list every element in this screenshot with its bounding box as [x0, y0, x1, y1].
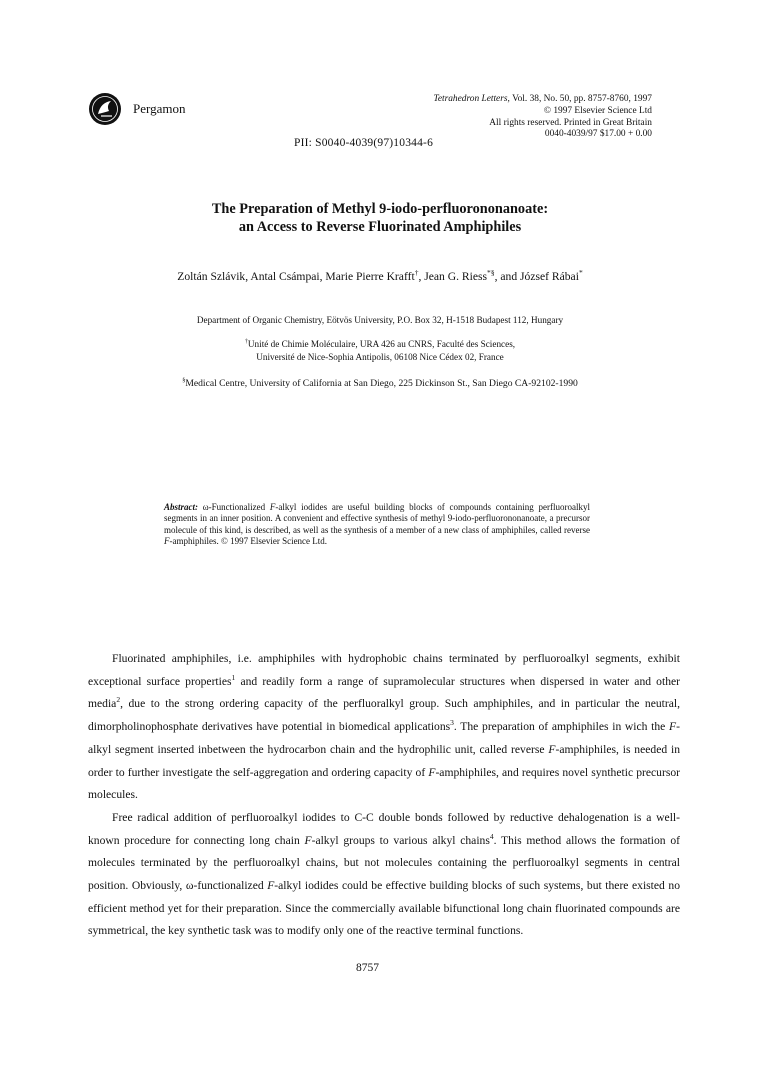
author-group-2: , Jean G. Riess	[418, 270, 488, 283]
author-list	[100, 270, 660, 283]
p2-text-c: . This method allows the formation of molecules terminated by the perfluoroalkyl chains, but not molecules containing the perfluoroalkyl segments in central position. Obviously, ω-functionalized	[88, 833, 680, 893]
affiliation-2-text-1: Unité de Chimie Moléculaire, URA 426 au CNRS, Faculté des Sciences,	[247, 339, 516, 349]
affiliation-2-line-1	[120, 338, 640, 351]
abstract-text-1: ω-Functionalized	[198, 502, 270, 512]
p1-text-e: -alkyl segment inserted inbetween the hydrocarbon chain and the hydrophilic unit, called reverse	[88, 720, 680, 756]
author-mark-2: *§	[487, 268, 495, 278]
p2-text-d: -alkyl iodides could be effective building blocks of such systems, but there existed no efficient method yet for their preparation. Since the commercially available bifunctional long chain fluorinated compounds are symmetrical, the key synthetic task was to modify only one of the reactive terminal functions.	[88, 879, 681, 938]
journal-citation-line	[322, 94, 652, 106]
abstract-italic-f-2: F	[164, 535, 170, 546]
rights-line: All rights reserved. Printed in Great Britain	[489, 117, 652, 128]
ref-2: 2	[116, 695, 121, 705]
p1-italic-f-1: F	[669, 720, 677, 734]
affiliation-1: Department of Organic Chemistry, Eötvös University, P.O. Box 32, H-1518 Budapest 112, Hungary	[196, 315, 564, 325]
page-number: 8757	[356, 962, 379, 974]
author-mark-1: †	[414, 268, 419, 278]
affiliation-3	[120, 377, 640, 390]
abstract-text-3: -amphiphiles. © 1997 Elsevier Science Ltd.	[169, 535, 328, 546]
publisher-name: Pergamon	[133, 101, 186, 116]
paper-title	[120, 200, 640, 236]
p2-italic-f-1: F	[304, 833, 312, 847]
affiliation-2	[120, 338, 640, 364]
paragraph-2	[88, 807, 680, 943]
publisher-logo-icon	[88, 92, 122, 126]
p1-text-d: . The preparation of amphiphiles in wich the	[453, 720, 670, 734]
p1-text-a: Fluorinated amphiphiles, i.e. amphiphiles with hydrophobic chains terminated by perfluoroalkyl segments, exhibit exceptional surface properties	[88, 652, 680, 688]
p1-italic-f-3: F	[428, 765, 436, 779]
copyright-line: © 1997 Elsevier Science Ltd	[543, 105, 652, 116]
issn-price-line: 0040-4039/97 $17.00 + 0.00	[544, 129, 652, 140]
journal-info	[322, 94, 652, 141]
title-line-1: The Preparation of Methyl 9-iodo-perfluorononanoate:	[211, 201, 549, 217]
abstract-italic-f-1: F	[269, 502, 276, 512]
p1-text-c: , due to the strong ordering capacity of the perfluoralkyl group. Such amphiphiles, and in particular the neutral, dimorpholinophosphate derivatives have potential in biomedical applications	[88, 697, 680, 734]
author-mark-3: *	[578, 268, 583, 278]
abstract-label: Abstract:	[164, 502, 199, 512]
p1-italic-f-2: F	[548, 742, 556, 756]
ref-3: 3	[450, 718, 454, 728]
pii-identifier: PII: S0040-4039(97)10344-6	[294, 137, 434, 149]
p1-text-g: -amphiphiles, is needed in order to further investigate the self-aggregation and ordering capacity of	[88, 742, 680, 779]
journal-name: Tetrahedron Letters,	[433, 94, 510, 104]
affiliation-2-mark: †	[244, 338, 248, 345]
author-group-3: , and József Rábai	[494, 270, 579, 283]
abstract	[164, 502, 590, 547]
author-group-1: Zoltán Szlávik, Antal Csámpai, Marie Pierre Krafft	[177, 270, 415, 283]
ref-1: 1	[231, 672, 236, 682]
p2-text-b: -alkyl groups to various alkyl chains	[311, 833, 490, 847]
title-line-2: an Access to Reverse Fluorinated Amphiphiles	[238, 219, 522, 235]
affiliation-2-line-2: Université de Nice-Sophia Antipolis, 06108 Nice Cédex 02, France	[256, 352, 504, 362]
ref-4: 4	[489, 831, 494, 841]
paragraph-1	[88, 648, 680, 807]
affiliation-3-text: Medical Centre, University of California at San Diego, 225 Dickinson St., San Diego CA-92102-1990	[185, 378, 578, 389]
p1-text-h: -amphiphiles, and requires novel synthetic precursor molecules.	[88, 765, 680, 802]
affiliation-3-mark: §	[182, 376, 186, 384]
p1-text-b: and readily form a range of supramolecular structures when dispersed in water and other media	[88, 674, 681, 711]
p2-text-a: Free radical addition of perfluoroalkyl iodides to C-C double bonds followed by reductive dehalogenation is a well-known procedure for connecting long chain	[88, 810, 680, 847]
body-text	[88, 648, 680, 943]
abstract-text-2: -alkyl iodides are useful building blocks of compounds containing perfluoroalkyl segments in an inner position. A convenient and effective synthesis of methyl 9-iodo-perfluorononanoate, a precursor molecule of this kind, is described, as well as the synthesis of a member of a new class of amphiphiles, called reverse	[164, 502, 590, 535]
p2-italic-f-2: F	[267, 879, 275, 893]
journal-volume: Vol. 38, No. 50, pp. 8757-8760, 1997	[512, 94, 652, 104]
